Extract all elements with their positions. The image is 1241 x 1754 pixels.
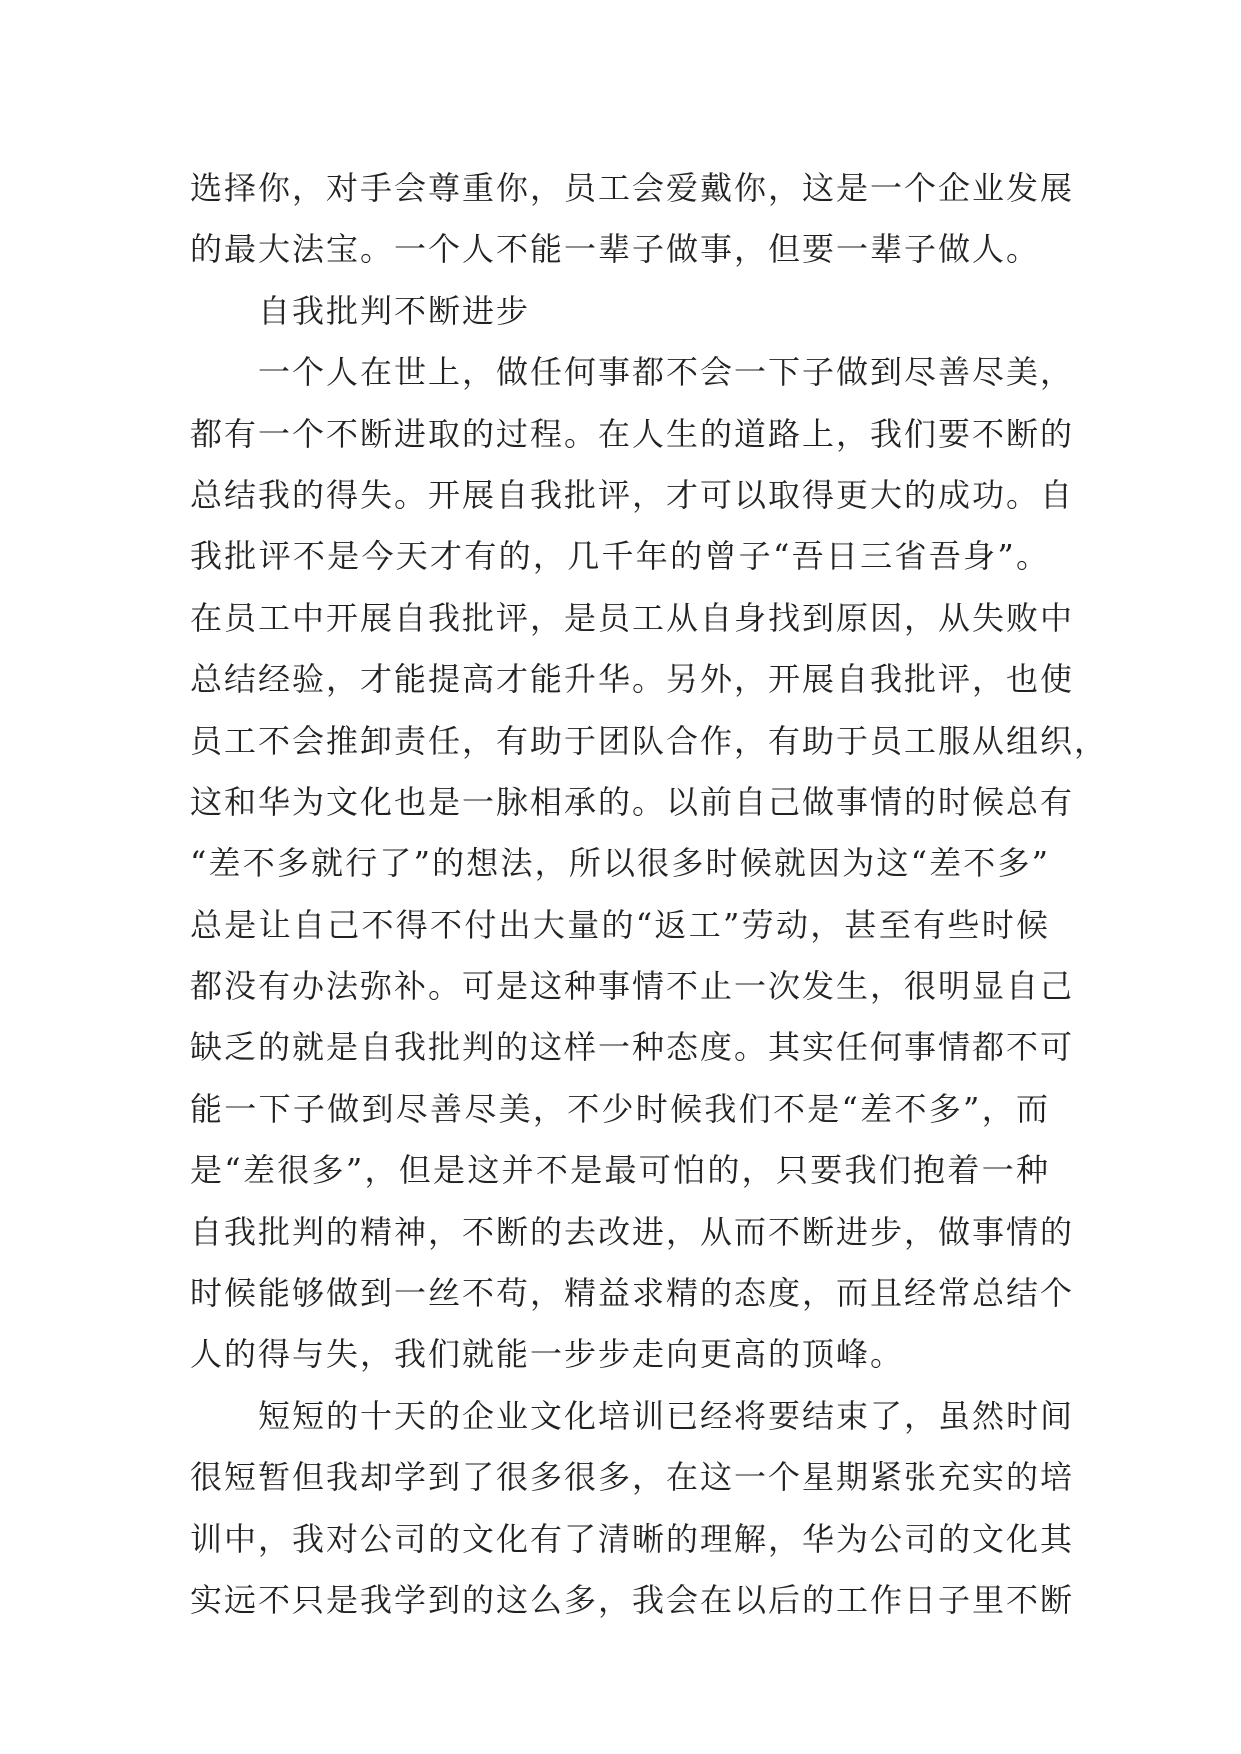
text-line: 都有一个不断进取的过程。在人生的道路上，我们要不断的 [190,414,1075,453]
text-line: 短短的十天的企业文化培训已经将要结束了，虽然时间 [258,1396,1075,1435]
text-line: 员工不会推卸责任，有助于团队合作，有助于员工服从组织， [190,721,1109,760]
text-line: 在员工中开展自我批评，是员工从自身找到原因，从失败中 [190,598,1075,637]
text-line: “差不多就行了”的想法，所以很多时候就因为这“差不多” [190,844,1050,883]
text-line: 是“差很多”，但是这并不是最可怕的，只要我们抱着一种 [190,1151,1050,1190]
text-line: 的最大法宝。一个人不能一辈子做事，但要一辈子做人。 [190,230,1041,269]
document-body [190,158,1109,1631]
text-line: 这和华为文化也是一脉相承的。以前自己做事情的时候总有 [190,782,1075,821]
text-line: 都没有办法弥补。可是这种事情不止一次发生，很明显自己 [190,967,1075,1006]
text-line: 训中，我对公司的文化有了清晰的理解，华为公司的文化其 [190,1519,1075,1558]
text-line: 自我批判的精神，不断的去改进，从而不断进步，做事情的 [190,1212,1075,1251]
text-line: 我批评不是今天才有的，几千年的曾子“吾日三省吾身”。 [190,537,1050,576]
text-line: 总是让自己不得不付出大量的“返工”劳动，甚至有些时候 [190,905,1050,944]
text-line: 人的得与失，我们就能一步步走向更高的顶峰。 [190,1335,905,1374]
text-line: 实远不只是我学到的这么多，我会在以后的工作日子里不断 [190,1580,1075,1619]
text-line: 选择你，对手会尊重你，员工会爱戴你，这是一个企业发展 [190,169,1075,207]
text-line: 能一下子做到尽善尽美，不少时候我们不是“差不多”，而 [190,1089,1050,1128]
text-line: 总结经验，才能提高才能升华。另外，开展自我批评，也使 [190,660,1075,699]
section-heading: 自我批判不断进步 [258,291,531,330]
text-line: 总结我的得失。开展自我批评，才可以取得更大的成功。自 [190,475,1075,514]
text-line: 一个人在世上，做任何事都不会一下子做到尽善尽美， [258,353,1075,392]
text-line: 缺乏的就是自我批判的这样一种态度。其实任何事情都不可 [190,1028,1075,1067]
text-line: 很短暂但我却学到了很多很多，在这一个星期紧张充实的培 [190,1458,1075,1497]
text-line: 时候能够做到一丝不苟，精益求精的态度，而且经常总结个 [190,1274,1075,1313]
